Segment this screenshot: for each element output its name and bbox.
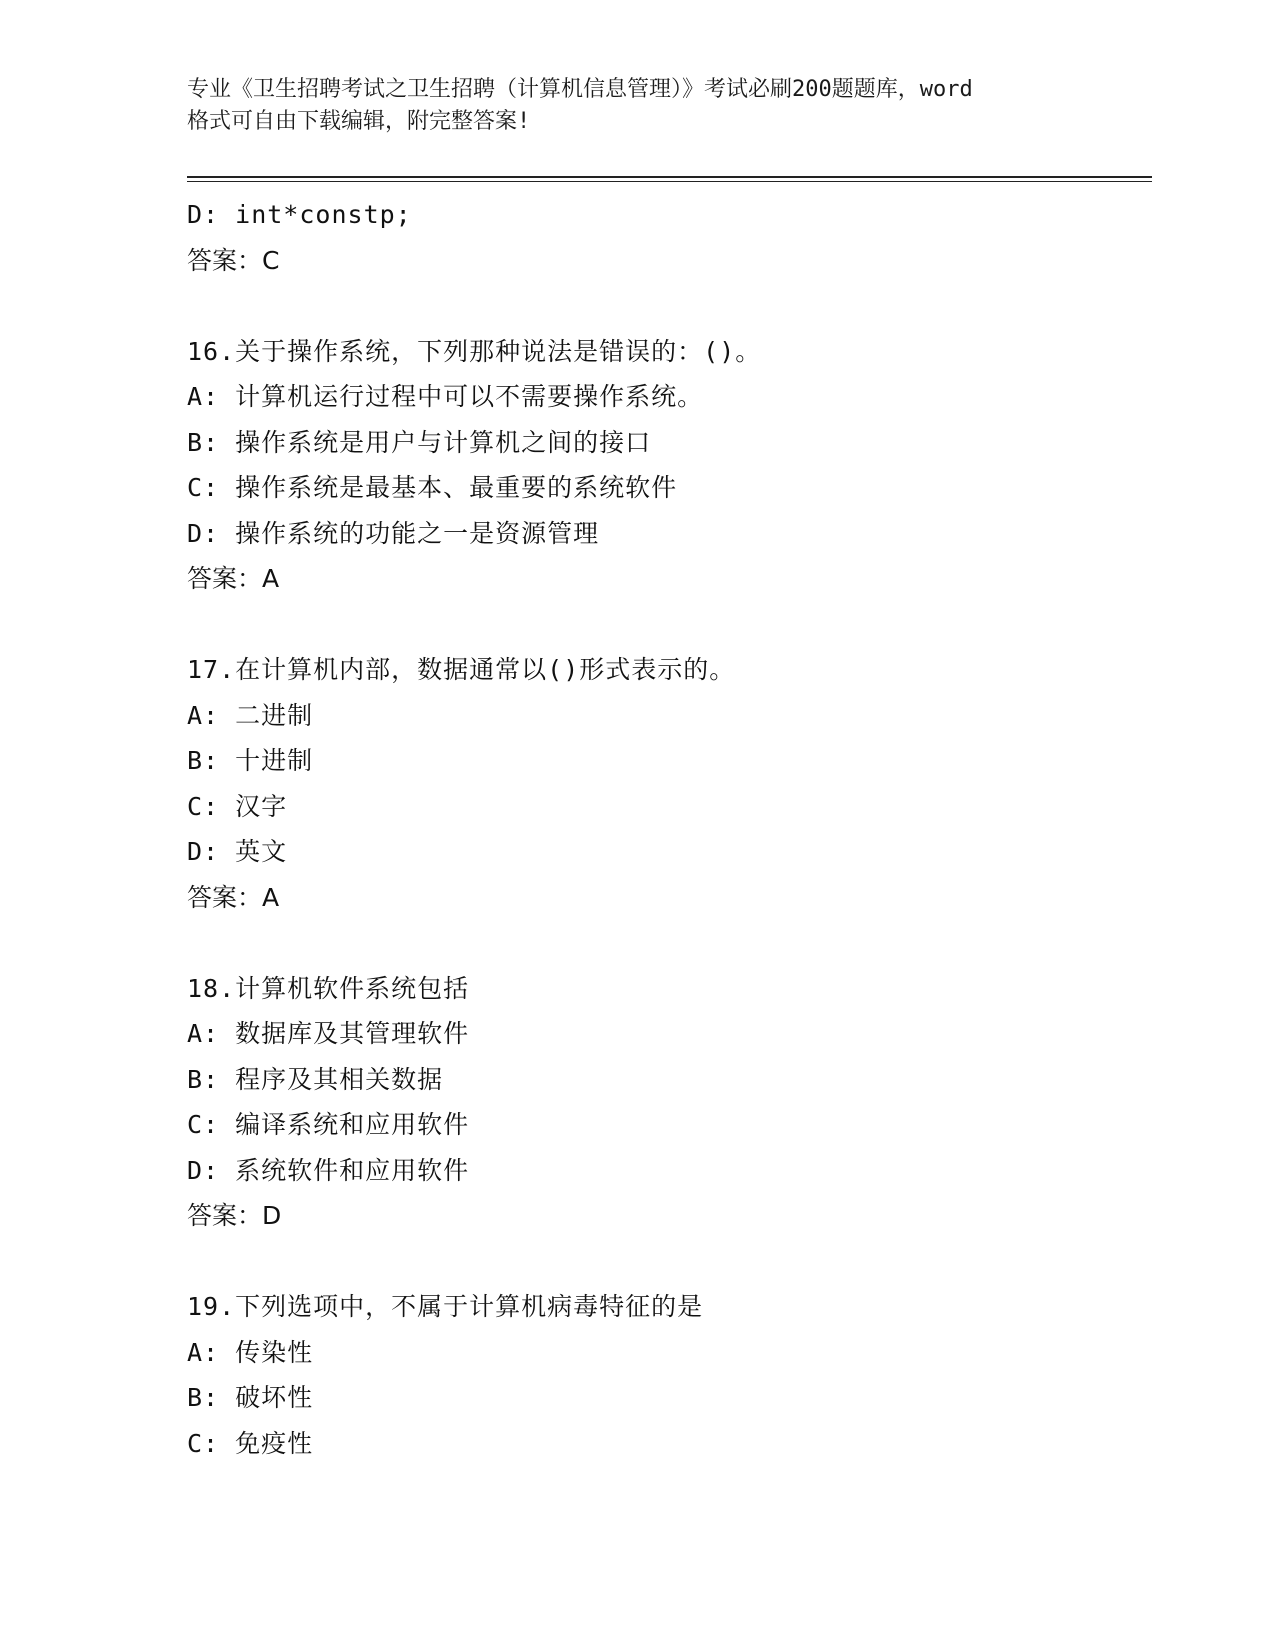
option-a: A: 传染性: [187, 1337, 314, 1367]
spacer: [187, 1239, 1147, 1285]
question-stem: 16.关于操作系统，下列那种说法是错误的：()。: [187, 336, 762, 366]
option-c: C: 免疫性: [187, 1428, 314, 1458]
option-b: B: 破坏性: [187, 1383, 314, 1412]
option-d: D: 操作系统的功能之一是资源管理: [187, 518, 600, 548]
question-16: [187, 329, 1147, 602]
answer: 答案：D: [187, 1201, 282, 1230]
answer: 答案：A: [187, 564, 280, 593]
option-a: A: 计算机运行过程中可以不需要操作系统。: [187, 382, 704, 411]
option-a: A: 数据库及其管理软件: [187, 1019, 470, 1048]
option-a: A: 二进制: [187, 700, 314, 730]
option-d: D: 英文: [187, 837, 288, 866]
spacer: [187, 602, 1147, 648]
question-stem: 19.下列选项中，不属于计算机病毒特征的是: [187, 1292, 704, 1321]
header-line-2: 格式可自由下载编辑，附完整答案!: [187, 109, 531, 134]
header-divider-thin: [187, 181, 1152, 182]
header-divider-thick: [187, 176, 1152, 178]
document-header: [187, 74, 1087, 138]
spacer: [187, 920, 1147, 966]
spacer: [187, 283, 1147, 329]
answer: 答案：A: [187, 882, 280, 912]
question-list: [187, 192, 1147, 1466]
question-stem: 18.计算机软件系统包括: [187, 973, 470, 1003]
question-stem: 17.在计算机内部，数据通常以()形式表示的。: [187, 655, 736, 684]
option-b: B: 操作系统是用户与计算机之间的接口: [187, 427, 652, 457]
question-17: [187, 647, 1147, 920]
header-line-1: 专业《卫生招聘考试之卫生招聘（计算机信息管理）》考试必刷200题题库，word: [187, 77, 973, 102]
option-c: C: 操作系统是最基本、最重要的系统软件: [187, 473, 678, 502]
option-d-previous: D: int*constp;: [187, 200, 412, 229]
question-19: [187, 1284, 1147, 1466]
answer-previous: 答案：C: [187, 245, 280, 275]
option-c: C: 汉字: [187, 791, 288, 821]
option-d: D: 系统软件和应用软件: [187, 1155, 470, 1185]
option-b: B: 程序及其相关数据: [187, 1064, 444, 1094]
option-b: B: 十进制: [187, 746, 314, 775]
option-c: C: 编译系统和应用软件: [187, 1110, 470, 1139]
question-18: [187, 966, 1147, 1239]
